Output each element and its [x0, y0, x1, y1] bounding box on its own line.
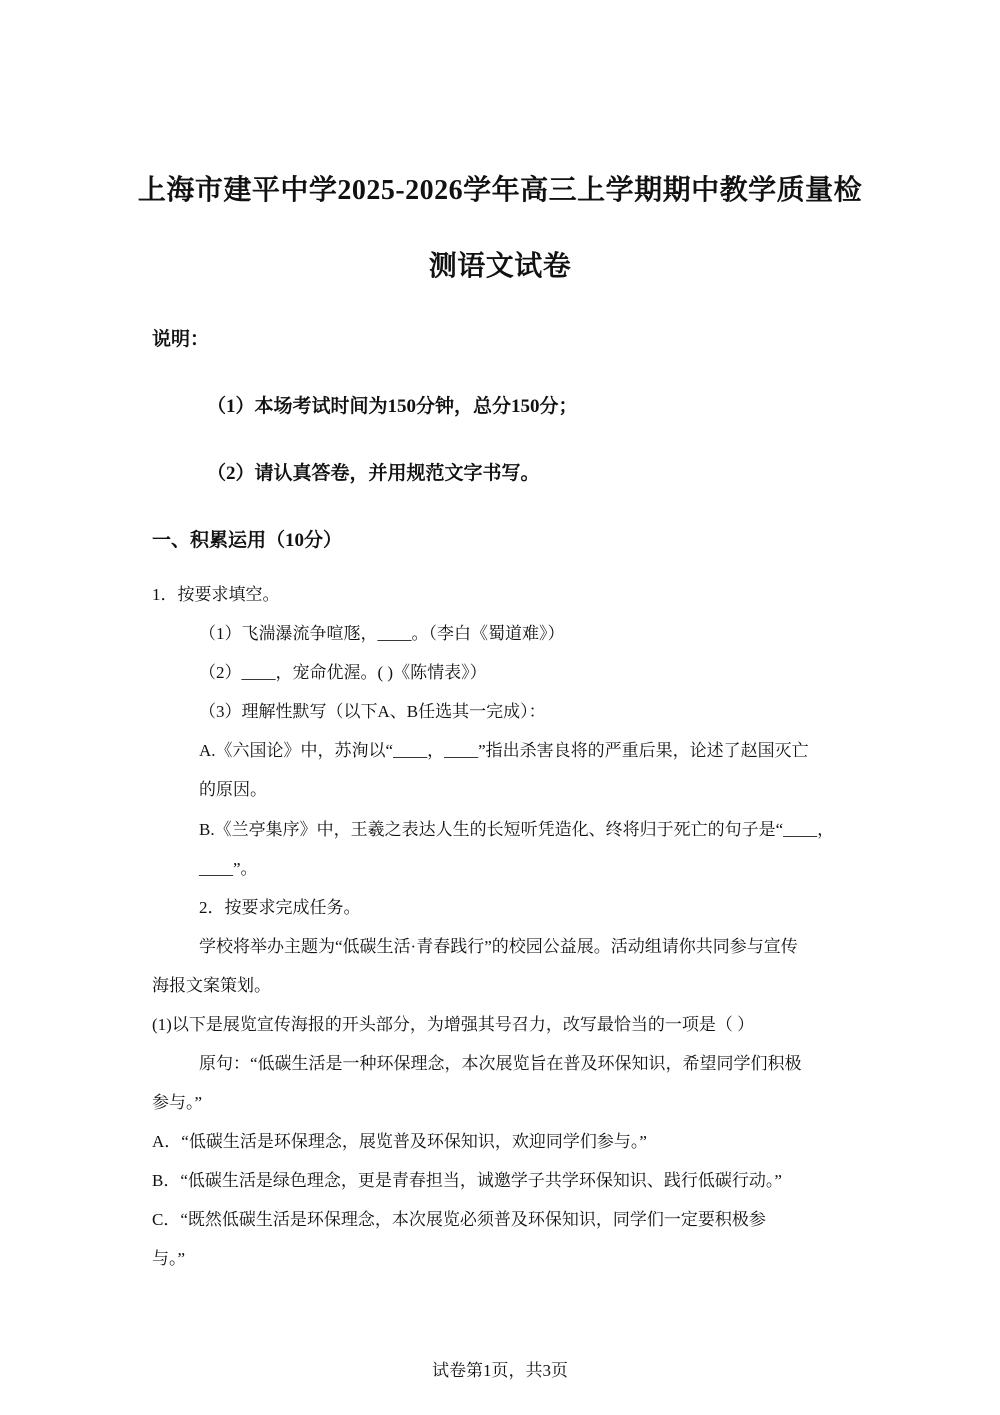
section-heading: 一、积累运用（10分）	[152, 530, 343, 551]
question-2-option-a: A．“低碳生活是环保理念，展览普及环保知识，欢迎同学们参与。”	[152, 1132, 647, 1151]
question-2-stem: 2．按要求完成任务。	[199, 898, 361, 917]
question-2-option-c-cont: 与。”	[152, 1249, 186, 1268]
question-1-sub-3: （3）理解性默写（以下A、B任选其一完成）：	[199, 702, 546, 721]
question-1-sub-1: （1）飞湍瀑流争喧豗，____。（李白《蜀道难》）	[199, 624, 565, 643]
instruction-item-1: （1）本场考试时间为150分钟，总分150分；	[207, 396, 578, 417]
question-1-sub-2: （2）____，宠命优渥。( )《陈情表》）	[199, 663, 487, 682]
question-2-option-c: C．“既然低碳生活是环保理念，本次展览必须普及环保知识，同学们一定要积极参	[152, 1210, 766, 1229]
instructions-heading: 说明：	[152, 329, 210, 350]
question-1-stem: 1．按要求填空。	[152, 585, 280, 604]
question-1-option-b-cont: ____”。	[199, 859, 258, 878]
exam-title-line2: 测语文试卷	[428, 251, 572, 282]
page-footer: 试卷第1页，共3页	[432, 1361, 568, 1380]
question-1-option-a-cont: 的原因。	[199, 780, 267, 799]
question-1-option-b: B.《兰亭集序》中，王羲之表达人生的长短听凭造化、终将归于死亡的句子是“____，	[199, 820, 835, 839]
question-2-intro: 学校将举办主题为“低碳生活·青春践行”的校园公益展。活动组请你共同参与宣传	[199, 937, 798, 956]
exam-title-line1: 上海市建平中学2025-2026学年高三上学期期中教学质量检	[137, 175, 863, 206]
question-2-part-1: (1)以下是展览宣传海报的开头部分，为增强其号召力，改写最恰当的一项是（ ）	[152, 1015, 755, 1034]
original-sentence: 原句：“低碳生活是一种环保理念，本次展览旨在普及环保知识，希望同学们积极	[199, 1054, 802, 1073]
instruction-item-2: （2）请认真答卷，并用规范文字书写。	[207, 463, 540, 484]
original-sentence-cont: 参与。”	[152, 1093, 203, 1112]
question-1-option-a: A.《六国论》中，苏洵以“____，____”指出杀害良将的严重后果，论述了赵国灭亡	[199, 741, 809, 760]
question-2-intro-cont: 海报文案策划。	[152, 976, 271, 995]
question-2-option-b: B．“低碳生活是绿色理念，更是青春担当，诚邀学子共学环保知识、践行低碳行动。”	[152, 1171, 782, 1190]
